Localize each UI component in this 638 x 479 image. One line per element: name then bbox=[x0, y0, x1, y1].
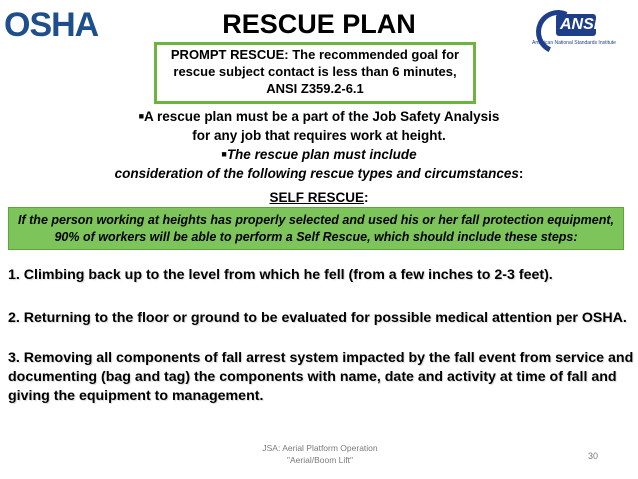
prompt-rescue-line-1: PROMPT RESCUE: The recommended goal for bbox=[170, 47, 460, 62]
bullet-icon: ■ bbox=[138, 111, 145, 121]
step-3-line-2: documenting (bag and tag) the components with name, date and activity at time of fall and bbox=[8, 369, 617, 385]
prompt-rescue-line-3: ANSI Z359.2-6.1 bbox=[266, 81, 364, 96]
step-3-line-1: 3. Removing all components of fall arrest system impacted by the fall event from service and bbox=[8, 350, 634, 366]
prompt-rescue-line-2: rescue subject contact is less than 6 minutes, bbox=[173, 64, 457, 79]
footer-caption bbox=[238, 442, 402, 466]
osha-logo-text: OSHA bbox=[4, 6, 99, 44]
bullet-2-line-1: ■The rescue plan must include bbox=[221, 147, 417, 162]
self-rescue-box-line-2: 90% of workers will be able to perform a Self Rescue, which should include these steps: bbox=[54, 230, 578, 244]
step-3-line-3: giving the equipment to management. bbox=[8, 388, 264, 404]
bullet-1-line-1: ■A rescue plan must be a part of the Job Safety Analysis bbox=[138, 109, 500, 124]
page-number: 30 bbox=[588, 451, 599, 461]
self-rescue-box bbox=[8, 207, 624, 250]
bullet-2-line-2: consideration of the following rescue types and circumstances: bbox=[114, 166, 524, 181]
bullet-1-line-2: for any job that requires work at height. bbox=[192, 128, 446, 143]
step-1: 1. Climbing back up to the level from which he fell (from a few inches to 2-3 feet). bbox=[8, 267, 553, 283]
self-rescue-heading: SELF RESCUE: bbox=[269, 190, 369, 205]
bullet-icon: ■ bbox=[221, 149, 227, 159]
footer-line-1: JSA: Aerial Platform Operation bbox=[262, 443, 378, 453]
step-2: 2. Returning to the floor or ground to be evaluated for possible medical attention per OSHA. bbox=[8, 310, 627, 326]
footer-line-2: "Aerial/Boom Lift" bbox=[286, 455, 354, 465]
prompt-rescue-box bbox=[154, 42, 476, 104]
ansi-logo-text: ANSI bbox=[560, 16, 599, 33]
ansi-tagline: American National Standards Institute bbox=[532, 40, 616, 46]
self-rescue-box-line-1: If the person working at heights has properly selected and used his or her fall protection equipment, bbox=[18, 213, 614, 227]
page-title: RESCUE PLAN bbox=[222, 9, 416, 39]
